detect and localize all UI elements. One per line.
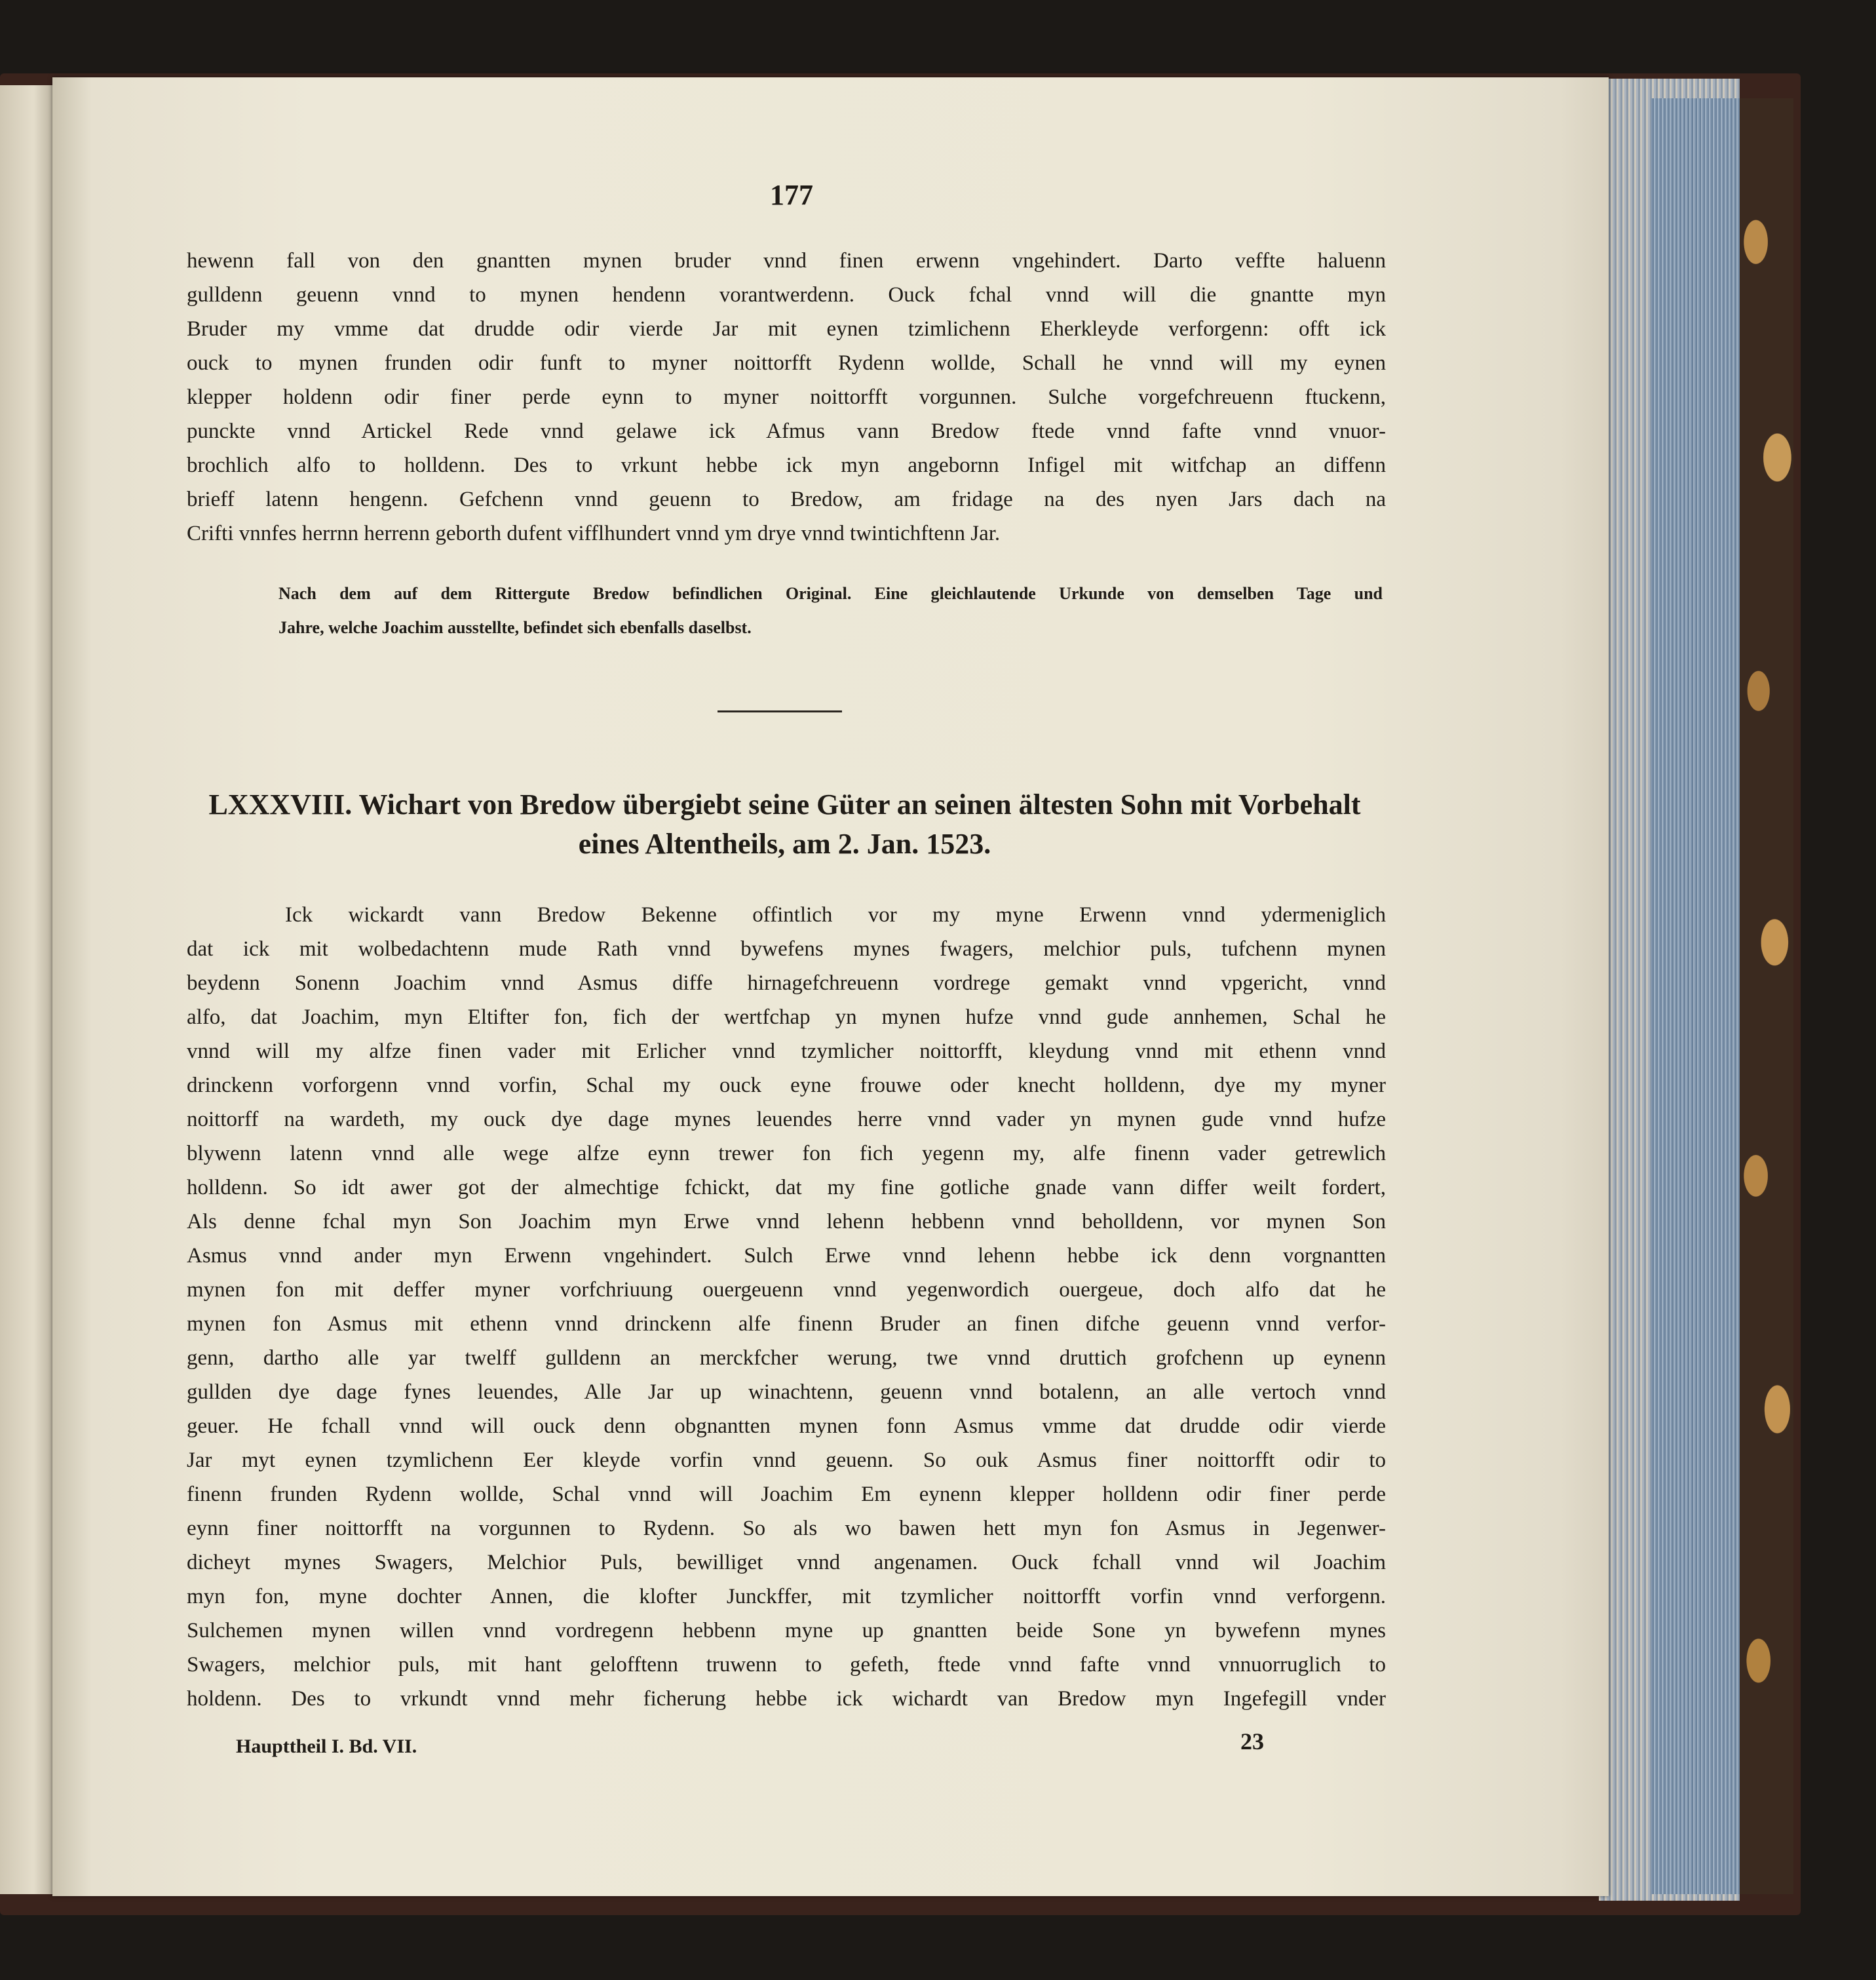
text-line: Bruder my vmme dat drudde odir vierde Jar mit eynen tzimlichenn Eherkleyde verforgenn: offt ick [187, 317, 1386, 341]
page-number: 177 [770, 179, 813, 211]
text-line: punckte vnnd Artickel Rede vnnd gelawe ick Afmus vann Bredow ftede vnnd fafte vnnd vnuor- [187, 419, 1386, 443]
text-line: blywenn latenn vnnd alle wege alfze eynn trewer fon fich yegenn my, alfe finenn vader getrewlich [187, 1142, 1386, 1165]
text-line: Jar myt eynen tzymlichenn Eer kleyde vorfin vnnd geuenn. So ouk Asmus finer noittorfft odir to [187, 1448, 1386, 1472]
left-page-edge [0, 85, 56, 1894]
note-line: Nach dem auf dem Rittergute Bredow befindlichen Original. Eine gleichlautende Urkunde von demselben Tage und [278, 584, 1383, 603]
paragraph-2 [187, 898, 1386, 1716]
heading-line: eines Altentheils, am 2. Jan. 1523. [578, 828, 991, 860]
note-line: Jahre, welche Joachim ausstellte, befindet sich ebenfalls daselbst. [278, 618, 752, 637]
text-line: dicheyt mynes Swagers, Melchior Puls, bewilliget vnnd angenamen. Ouck fchall vnnd wil Joachim [187, 1551, 1386, 1574]
text-line: mynen fon Asmus mit ethenn vnnd drinckenn alfe finenn Bruder an finen difche geuenn vnnd verfor- [187, 1312, 1386, 1336]
text-line: geuer. He fchall vnnd will ouck denn obgnantten mynen fonn Asmus vmme dat drudde odir vierde [187, 1414, 1386, 1438]
text-line: brieff latenn hengenn. Gefchenn vnnd geuenn to Bredow, am fridage na des nyen Jars dach na [187, 488, 1386, 511]
text-line: vnnd will my alfze finen vader mit Erlicher vnnd tzymlicher noittorfft, kleydung vnnd mit ethenn vnnd [187, 1039, 1386, 1063]
page-block-edges [1599, 79, 1740, 1901]
marbled-cover-edge [1740, 98, 1793, 1894]
text-line: beydenn Sonenn Joachim vnnd Asmus diffe hirnagefchreuenn vordrege gemakt vnnd vpgericht, vnnd [187, 971, 1386, 995]
text-line: gullden dye dage fynes leuendes, Alle Jar up winachtenn, geuenn vnnd botalenn, an alle vertoch vnnd [187, 1380, 1386, 1404]
source-note [278, 577, 1383, 645]
document-heading [183, 785, 1386, 864]
text-line: Crifti vnnfes herrnn herrenn geborth dufent vifflhundert vnnd ym drye vnnd twintichftenn Jar. [187, 522, 1001, 545]
text-line: eynn finer noittorfft na vorgunnen to Rydenn. So als wo bawen hett myn fon Asmus in Jegenwer- [187, 1517, 1386, 1540]
text-line: myn fon, myne dochter Annen, die klofter Junckffer, mit tzymlicher noittorfft vorfin vnnd verforgenn. [187, 1585, 1386, 1608]
text-line: mynen fon mit deffer myner vorfchriuung ouergeuenn vnnd yegenwordich ouergeue, doch alfo dat he [187, 1278, 1386, 1302]
text-line: alfo, dat Joachim, myn Eltifter fon, fich der wertfchap yn mynen hufze vnnd gude annhemen, Schal he [187, 1005, 1386, 1029]
section-divider [718, 710, 842, 712]
text-line: hewenn fall von den gnantten mynen bruder vnnd finen erwenn vngehindert. Darto veffte haluenn [187, 249, 1386, 273]
text-line: drinckenn vorforgenn vnnd vorfin, Schal my ouck eyne frouwe oder knecht holldenn, dye my myner [187, 1074, 1386, 1097]
text-line: holldenn. So idt awer got der almechtige fchickt, dat my fine gotliche gnade vann differ weilt fordert, [187, 1176, 1386, 1199]
sheet-number: 23 [1240, 1728, 1264, 1755]
text-line: Sulchemen mynen willen vnnd vordregenn hebbenn myne up gnantten beide Sone yn bywefenn mynes [187, 1619, 1386, 1642]
text-line: Ick wickardt vann Bredow Bekenne offintlich vor my myne Erwenn vnnd ydermeniglich [285, 903, 1386, 927]
signature-mark: Haupttheil I. Bd. VII. [236, 1736, 417, 1757]
heading-line: LXXXVIII. Wichart von Bredow übergiebt seine Güter an seinen ältesten Sohn mit Vorbehalt [208, 788, 1361, 821]
text-line: dat ick mit wolbedachtenn mude Rath vnnd bywefens mynes fwagers, melchior puls, tufchenn mynen [187, 937, 1386, 961]
text-line: klepper holdenn odir finer perde eynn to myner noittorfft vorgunnen. Sulche vorgefchreuenn ftuckenn, [187, 385, 1386, 409]
text-line: holdenn. Des to vrkundt vnnd mehr ficherung hebbe ick wichardt van Bredow myn Ingefegill vnder [187, 1687, 1386, 1711]
text-line: Als denne fchal myn Son Joachim myn Erwe vnnd lehenn hebbenn vnnd beholldenn, vor mynen Son [187, 1210, 1386, 1233]
text-line: Swagers, melchior puls, mit hant gelofftenn truwenn to gefeth, ftede vnnd fafte vnnd vnnuorruglich to [187, 1653, 1386, 1677]
text-line: brochlich alfo to holldenn. Des to vrkunt hebbe ick myn angebornn Infigel mit witfchap an diffenn [187, 454, 1386, 477]
text-line: noittorff na wardeth, my ouck dye dage mynes leuendes herre vnnd vader yn mynen gude vnnd hufze [187, 1108, 1386, 1131]
text-line: Asmus vnnd ander myn Erwenn vngehindert. Sulch Erwe vnnd lehenn hebbe ick denn vorgnantten [187, 1244, 1386, 1268]
paragraph-1 [187, 244, 1386, 551]
text-line: ouck to mynen frunden odir funft to myner noittorfft Rydenn wollde, Schall he vnnd will my eynen [187, 351, 1386, 375]
text-line: finenn frunden Rydenn wollde, Schal vnnd will Joachim Em eynenn klepper holldenn odir finer perde [187, 1483, 1386, 1506]
text-line: gulldenn geuenn vnnd to mynen hendenn vorantwerdenn. Ouck fchal vnnd will die gnantte myn [187, 283, 1386, 307]
text-line: genn, dartho alle yar twelff gulldenn an merckfcher werung, twe vnnd druttich grofchenn up eynenn [187, 1346, 1386, 1370]
